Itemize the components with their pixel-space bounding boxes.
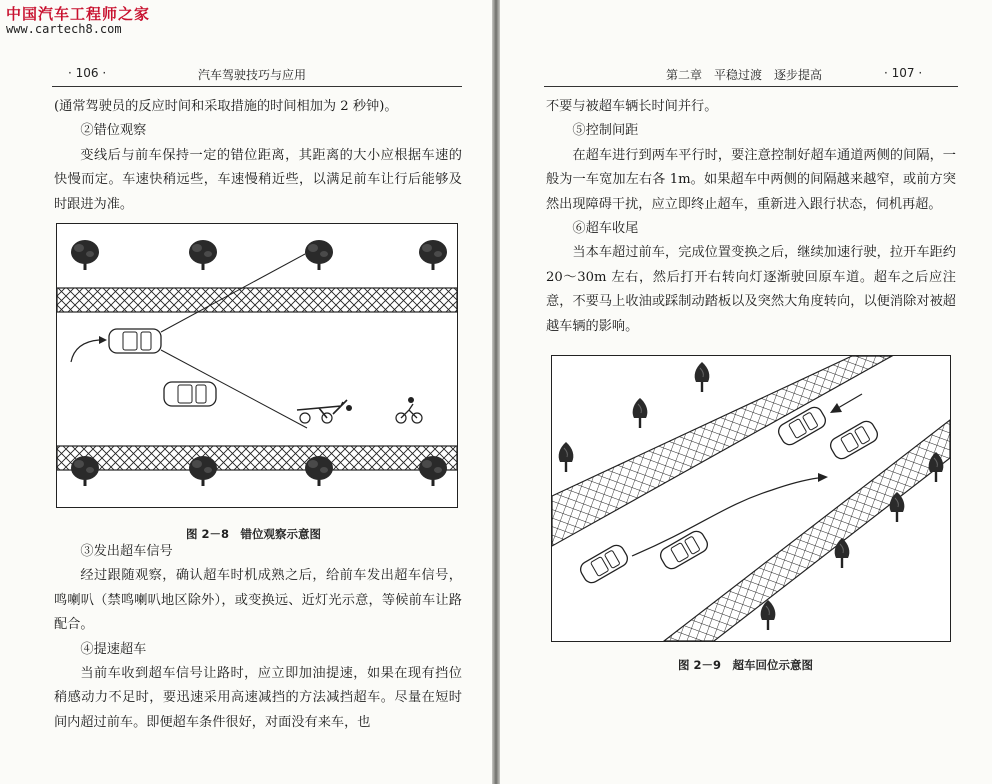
left-book-title: 汽车驾驶技巧与应用 <box>198 68 307 82</box>
section-heading: ②错位观察 <box>80 123 147 139</box>
cyclist-icon <box>396 397 422 423</box>
right-page <box>500 0 992 784</box>
figure-2-8-caption: 图 2－8 错位观察示意图 <box>186 527 322 541</box>
tree-icon <box>419 456 447 486</box>
paragraph: 当前车收到超车信号让路时，应立即加油提速，如果在现有挡位稍感动力不足时，要迅速采用高速减挡的方法减挡超车。尽量在短时间内超过前车。即便超车条件很好，对面没有来车，也 <box>54 666 462 730</box>
car-icon <box>164 382 216 406</box>
car-icon <box>828 418 881 461</box>
section-heading: ⑤控制间距 <box>572 123 639 139</box>
left-text-bottom <box>54 540 462 735</box>
tree-icon <box>189 240 217 270</box>
tree-icon <box>419 240 447 270</box>
path-arrow <box>71 340 99 362</box>
figure-2-8-drawing <box>57 224 457 507</box>
watermark-site-name: 中国汽车工程师之家 <box>6 5 151 23</box>
left-header-rule <box>52 86 462 87</box>
section-heading: ③发出超车信号 <box>80 544 173 559</box>
paragraph: 当本车超过前车，完成位置变换之后，继续加速行驶，拉开车距约 20～30m 左右，然后打开右转向灯逐渐驶回原车道。超车之后应注意，不要马上收油或踩制动踏板以及突然大角度转向，以便消除对被超越车辆的影响。 <box>546 245 956 334</box>
arrow-head-icon <box>818 473 828 482</box>
tree-icon <box>305 240 333 270</box>
section-heading: ⑥超车收尾 <box>572 221 639 237</box>
tree-icon <box>633 398 648 428</box>
paragraph: 变线后与前车保持一定的错位距离，其距离的大小应根据车速的快慢而定。车速快稍远些，车速慢稍近些，以满足前车让行后能够及时跟进为准。 <box>54 147 462 212</box>
figure-2-9-caption: 图 2－9 超车回位示意图 <box>678 658 814 672</box>
arrow-head-icon <box>99 336 107 344</box>
figure-2-9-drawing <box>552 356 950 641</box>
book-gutter <box>492 0 500 784</box>
watermark-url: www.cartech8.com <box>6 22 122 37</box>
car-icon <box>658 528 711 571</box>
paragraph: 不要与被超车辆长时间并行。 <box>546 99 718 114</box>
right-text <box>546 95 956 339</box>
tree-icon <box>305 456 333 486</box>
left-page-number: · 106 · <box>68 66 107 80</box>
section-heading: ④提速超车 <box>80 641 147 657</box>
paragraph: 经过跟随观察，确认超车时机成熟之后，给前车发出超车信号，鸣喇叭（禁鸣喇叭地区除外），或变换远、近灯光示意，等候前车让路配合。 <box>54 568 462 633</box>
right-chapter-title: 第二章 平稳过渡 逐步提高 <box>666 68 823 82</box>
tricycle-icon <box>297 400 352 423</box>
figure-2-8 <box>56 223 458 508</box>
tree-icon <box>189 456 217 486</box>
tree-icon <box>71 456 99 486</box>
top-curb <box>57 288 457 312</box>
bottom-curb <box>57 446 457 470</box>
watermark <box>6 6 150 37</box>
left-text-top <box>54 95 462 217</box>
tree-icon <box>695 362 710 392</box>
paragraph: 在超车进行到两车平行时，要注意控制好超车通道两侧的间隔，一般为一车宽加左右各 1m。如果超车中两侧的间隔越来越窄，或前方突然出现障碍干扰，应立即终止超车，重新进入跟行状态，伺机再超。 <box>546 147 956 212</box>
car-icon <box>578 542 631 585</box>
figure-2-9 <box>551 355 951 642</box>
direction-line <box>838 394 862 408</box>
arrow-head-icon <box>830 403 842 413</box>
paragraph: (通常驾驶员的反应时间和采取措施的时间相加为 2 秒钟)。 <box>54 99 398 114</box>
tree-icon <box>71 240 99 270</box>
tree-icon <box>559 442 574 472</box>
tree-icon <box>761 600 776 630</box>
right-header-rule <box>544 86 958 87</box>
car-icon <box>109 329 161 353</box>
right-page-number: · 107 · <box>884 66 923 80</box>
left-page <box>0 0 492 784</box>
